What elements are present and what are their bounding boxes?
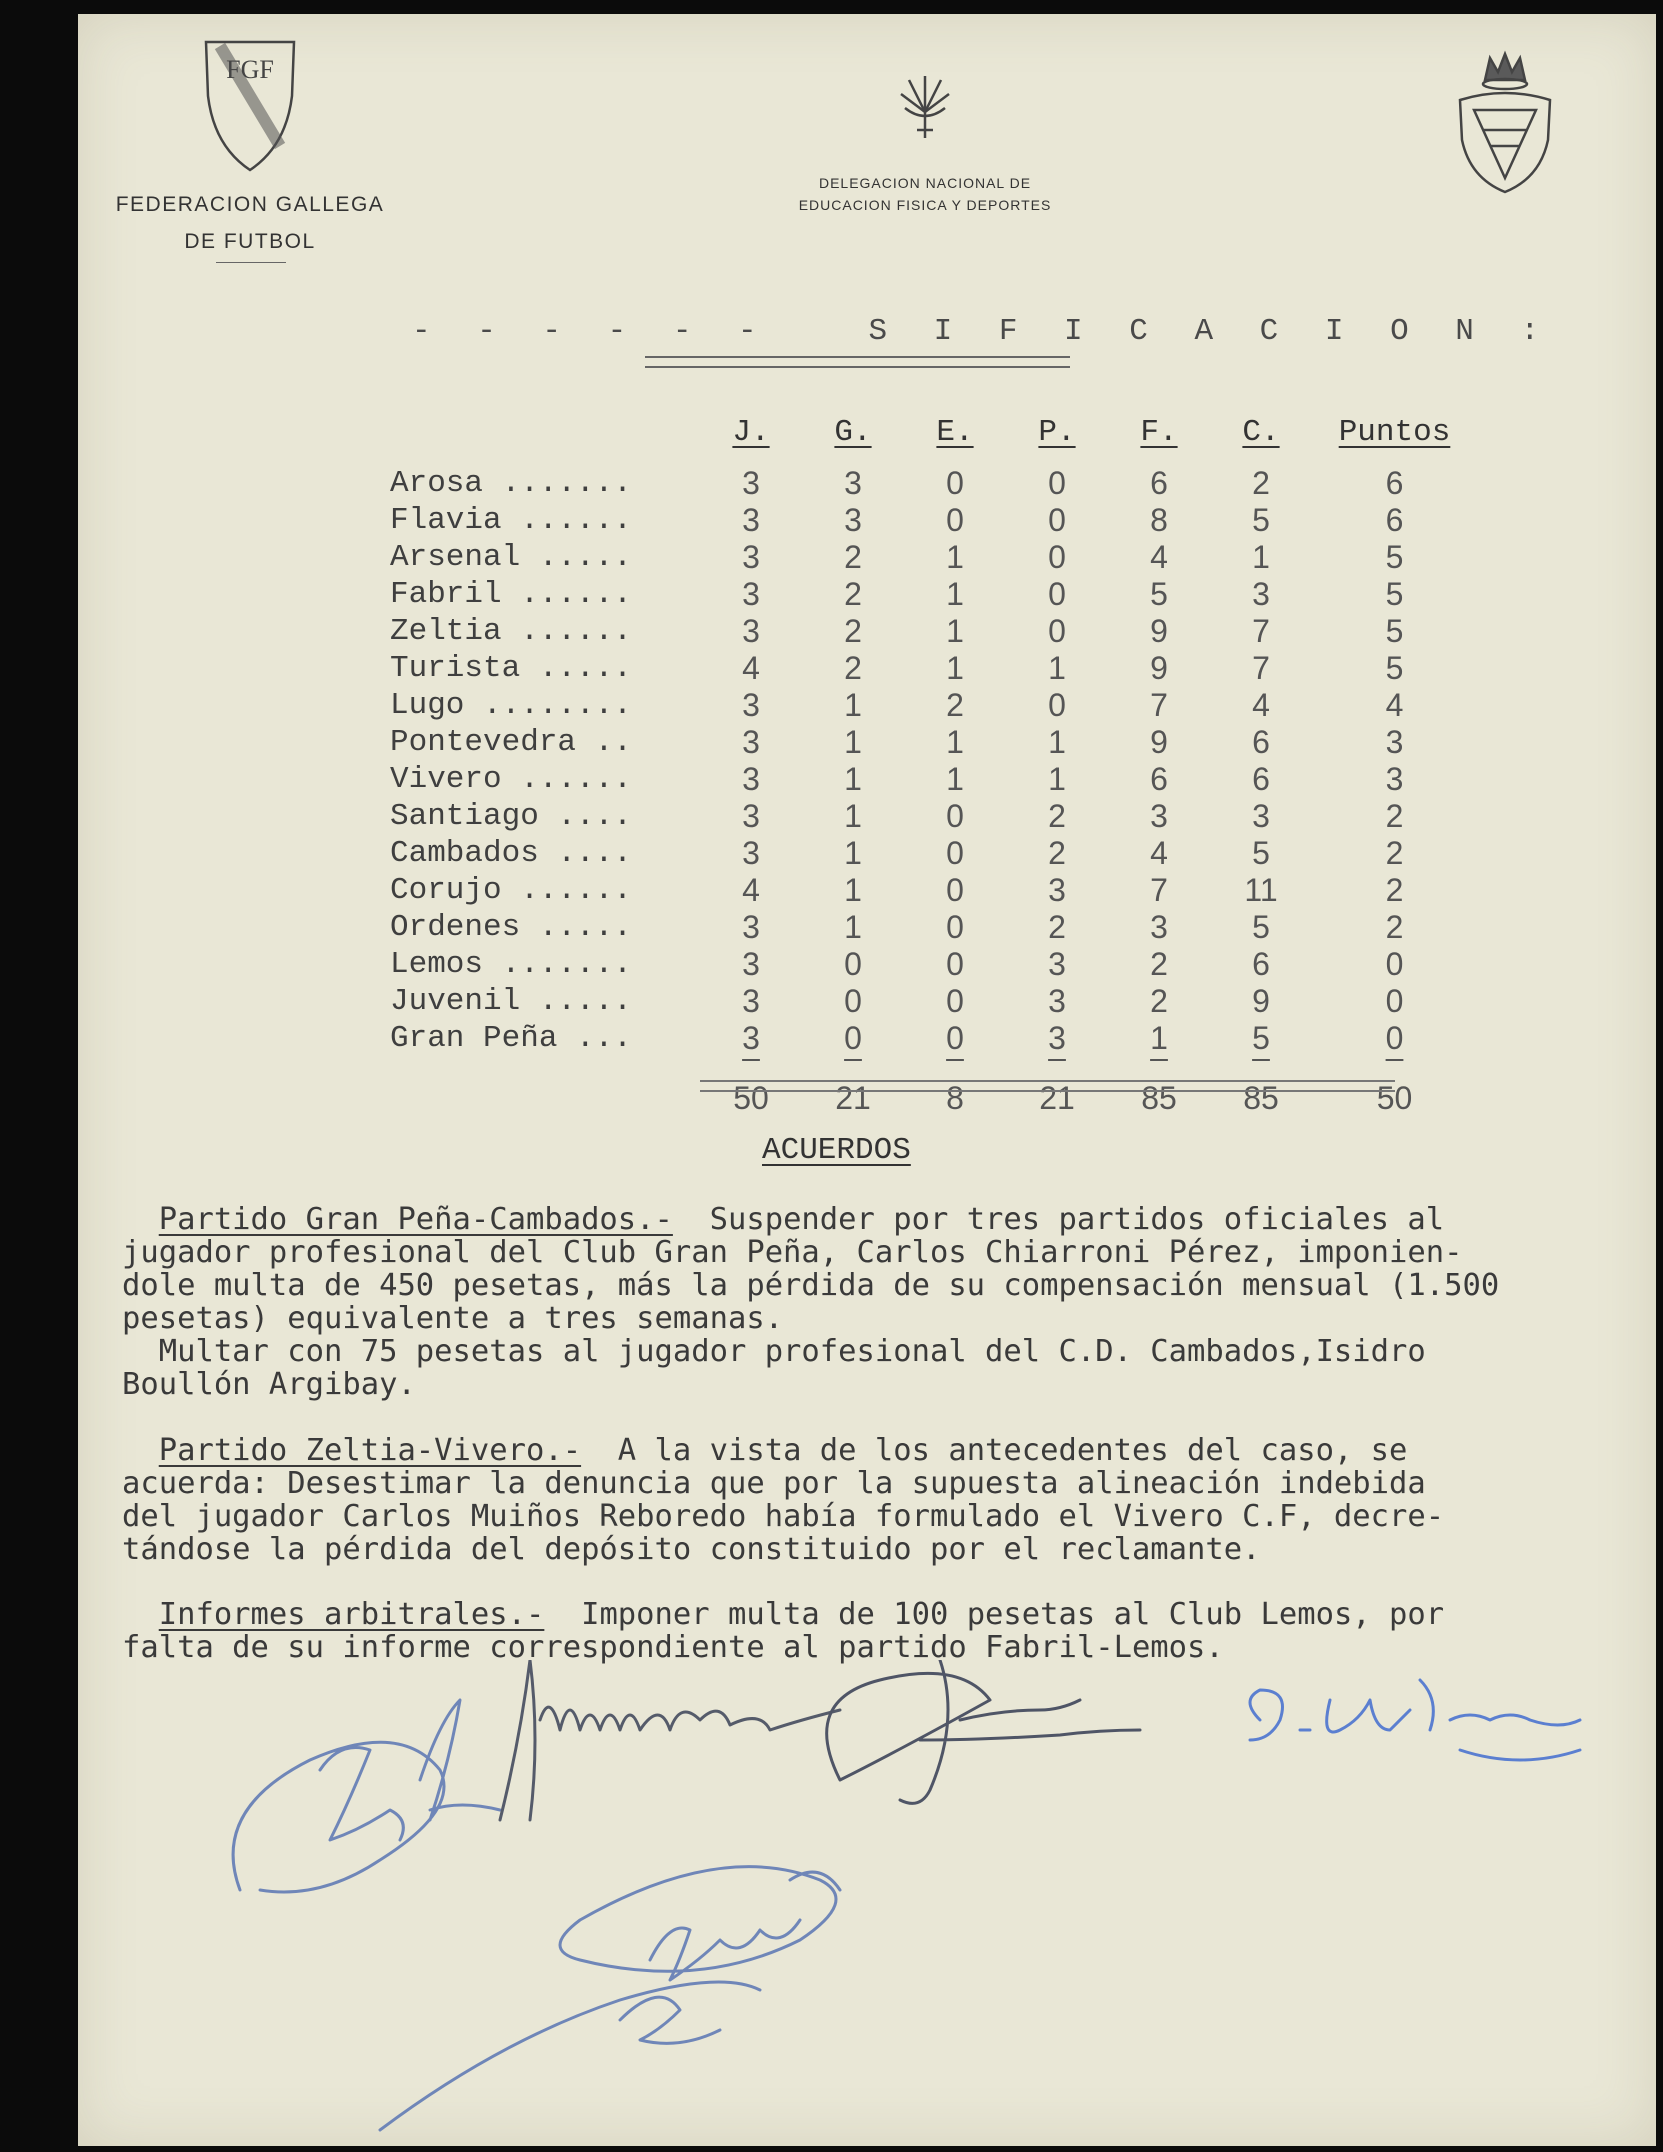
stat-cell: 2 bbox=[1252, 465, 1270, 501]
classification-heading: - - - - - - S I F I C A C I O N : bbox=[412, 314, 1554, 349]
agreement-zeltia-vivero: Partido Zeltia-Vivero.- A la vista de los antecedentes del caso, se acuerda: Desestimar la denuncia que por la supuesta alineación indebida del jugador Carlos Muiños Reboredo había formulado el Vivero C.F, decre- tándose la pérdida del depósito constituido por el reclamante. bbox=[122, 1433, 1445, 1567]
agreement-heading: Partido Zeltia-Vivero.- bbox=[158, 1433, 582, 1468]
stat-cell: 4 bbox=[742, 650, 760, 686]
team-name: Vivero ...... bbox=[390, 762, 632, 797]
stat-cell: 3 bbox=[844, 465, 862, 501]
stat-cell: 1 bbox=[844, 724, 862, 760]
total-cell: 21 bbox=[835, 1080, 871, 1116]
stat-cell: 8 bbox=[1150, 502, 1168, 538]
stat-cell: 1 bbox=[844, 798, 862, 834]
team-name: Cambados .... bbox=[390, 836, 632, 871]
heading-double-rule bbox=[645, 356, 1070, 368]
margin-mark bbox=[40, 1745, 58, 1753]
total-cell: 8 bbox=[946, 1080, 964, 1116]
stat-cell: 0 bbox=[1048, 465, 1066, 501]
stat-cell: 0 bbox=[1385, 1020, 1404, 1056]
stat-cell: 3 bbox=[742, 539, 760, 575]
margin-mark bbox=[40, 925, 58, 933]
acuerdos-title: ACUERDOS bbox=[762, 1133, 911, 1168]
stat-cell: 1 bbox=[844, 872, 862, 908]
stat-cell: 0 bbox=[1048, 613, 1066, 649]
stat-cell: 0 bbox=[1048, 539, 1066, 575]
stat-cell: 3 bbox=[742, 946, 760, 982]
stat-cell: 9 bbox=[1252, 983, 1270, 1019]
column-header-goals-against: C. bbox=[1242, 415, 1280, 450]
federation-divider bbox=[216, 262, 286, 263]
column-header-goals-for: F. bbox=[1140, 415, 1178, 450]
team-name: Gran Peña ... bbox=[390, 1021, 632, 1056]
standings-row bbox=[390, 613, 1477, 650]
crowned-crest-logo bbox=[1450, 50, 1560, 200]
signature-4 bbox=[1250, 1680, 1580, 1740]
signature-2 bbox=[500, 1660, 840, 1820]
team-name: Fabril ...... bbox=[390, 577, 632, 612]
team-name: Turista ..... bbox=[390, 651, 632, 686]
stat-cell: 0 bbox=[844, 983, 862, 1019]
stat-cell: 11 bbox=[1244, 872, 1278, 908]
team-name: Ordenes ..... bbox=[390, 910, 632, 945]
agreement-gran-pena-cambados: Partido Gran Peña-Cambados.- Suspender por tres partidos oficiales al jugador profesional del Club Gran Peña, Carlos Chiarroni Pérez, imponien- dole multa de 450 pesetas, más la pérdida de su compensación mensual (1.500 pesetas) equivalente a tres semanas. Multar con 75 pesetas al jugador profesional del C.D. Cambados,Isidro Boullón Argibay. bbox=[122, 1202, 1500, 1402]
stat-cell: 0 bbox=[844, 1020, 862, 1056]
stat-cell: 5 bbox=[1385, 539, 1404, 575]
stat-cell: 3 bbox=[742, 1020, 760, 1056]
federation-shield-logo bbox=[200, 36, 300, 176]
stat-cell: 3 bbox=[1385, 724, 1404, 760]
stat-cell: 5 bbox=[1385, 576, 1404, 612]
standings-row bbox=[390, 539, 1477, 576]
stat-cell: 3 bbox=[1048, 983, 1066, 1019]
stat-cell: 7 bbox=[1252, 650, 1270, 686]
signature-1 bbox=[233, 1700, 500, 1892]
margin-mark bbox=[40, 500, 58, 508]
standings-row bbox=[390, 724, 1477, 761]
stat-cell: 7 bbox=[1252, 613, 1270, 649]
team-name: Zeltia ...... bbox=[390, 614, 632, 649]
delegation-name bbox=[770, 172, 1080, 216]
team-name: Flavia ...... bbox=[390, 503, 632, 538]
stat-cell: 2 bbox=[946, 687, 964, 723]
stat-cell: 0 bbox=[946, 502, 964, 538]
stat-cell: 6 bbox=[1385, 502, 1404, 538]
standings-row bbox=[390, 835, 1477, 872]
stat-cell: 1 bbox=[946, 724, 964, 760]
stat-cell: 0 bbox=[946, 909, 964, 945]
stat-cell: 1 bbox=[946, 761, 964, 797]
team-column-header bbox=[390, 415, 700, 465]
stat-cell: 9 bbox=[1150, 613, 1168, 649]
stat-cell: 3 bbox=[1252, 798, 1270, 834]
stat-cell: 1 bbox=[1150, 1020, 1168, 1056]
stat-cell: 9 bbox=[1150, 724, 1168, 760]
stat-cell: 1 bbox=[844, 835, 862, 871]
stat-cell: 1 bbox=[1048, 724, 1066, 760]
standings-row bbox=[390, 946, 1477, 983]
stat-cell: 0 bbox=[946, 835, 964, 871]
standings-row bbox=[390, 650, 1477, 687]
stat-cell: 6 bbox=[1252, 724, 1270, 760]
stat-cell: 3 bbox=[742, 613, 760, 649]
stat-cell: 6 bbox=[1150, 465, 1168, 501]
stat-cell: 1 bbox=[1252, 539, 1270, 575]
stat-cell: 3 bbox=[1048, 1020, 1066, 1056]
stat-cell: 2 bbox=[844, 613, 862, 649]
stat-cell: 3 bbox=[742, 576, 760, 612]
stat-cell: 7 bbox=[1150, 687, 1168, 723]
stat-cell: 0 bbox=[946, 798, 964, 834]
team-name: Santiago .... bbox=[390, 799, 632, 834]
stat-cell: 0 bbox=[946, 946, 964, 982]
stat-cell: 3 bbox=[742, 798, 760, 834]
stat-cell: 1 bbox=[844, 687, 862, 723]
stat-cell: 6 bbox=[1252, 761, 1270, 797]
stat-cell: 3 bbox=[742, 835, 760, 871]
standings-row bbox=[390, 909, 1477, 946]
stat-cell: 0 bbox=[946, 872, 964, 908]
stat-cell: 1 bbox=[946, 576, 964, 612]
stat-cell: 4 bbox=[742, 872, 760, 908]
delegation-line1: DELEGACION NACIONAL DE bbox=[818, 175, 1032, 191]
federation-name bbox=[100, 186, 400, 260]
stat-cell: 1 bbox=[844, 761, 862, 797]
stat-cell: 2 bbox=[844, 650, 862, 686]
stat-cell: 3 bbox=[1150, 798, 1168, 834]
standings-row bbox=[390, 502, 1477, 539]
team-name: Arosa ....... bbox=[390, 466, 632, 501]
agreement-heading: Partido Gran Peña-Cambados.- bbox=[158, 1202, 673, 1237]
team-name: Juvenil ..... bbox=[390, 984, 632, 1019]
stat-cell: 5 bbox=[1252, 1020, 1270, 1056]
stat-cell: 6 bbox=[1150, 761, 1168, 797]
stat-cell: 1 bbox=[946, 613, 964, 649]
standings-row bbox=[390, 687, 1477, 724]
stat-cell: 1 bbox=[1048, 761, 1066, 797]
stat-cell: 7 bbox=[1150, 872, 1168, 908]
stat-cell: 5 bbox=[1385, 650, 1404, 686]
total-cell: 50 bbox=[733, 1080, 769, 1116]
standings-row bbox=[390, 465, 1477, 502]
stat-cell: 0 bbox=[946, 1020, 964, 1056]
stat-cell: 5 bbox=[1385, 613, 1404, 649]
totals-label-cell bbox=[390, 1057, 700, 1117]
column-header-drawn: E. bbox=[936, 415, 974, 450]
signature-3 bbox=[827, 1660, 1140, 1803]
team-name: Pontevedra .. bbox=[390, 725, 632, 760]
stat-cell: 3 bbox=[1385, 761, 1404, 797]
stat-cell: 0 bbox=[844, 946, 862, 982]
stat-cell: 3 bbox=[742, 502, 760, 538]
stat-cell: 2 bbox=[1150, 983, 1168, 1019]
stat-cell: 2 bbox=[1048, 798, 1066, 834]
federation-name-line2: DE FUTBOL bbox=[184, 230, 316, 253]
standings-table bbox=[390, 415, 1477, 1117]
stat-cell: 2 bbox=[1385, 798, 1404, 834]
stat-cell: 3 bbox=[1048, 946, 1066, 982]
totals-double-rule bbox=[700, 1080, 1395, 1092]
column-header-played: J. bbox=[732, 415, 770, 450]
team-name: Lugo ........ bbox=[390, 688, 632, 723]
stat-cell: 2 bbox=[1385, 872, 1404, 908]
column-header-won: G. bbox=[834, 415, 872, 450]
stat-cell: 2 bbox=[1385, 909, 1404, 945]
stat-cell: 0 bbox=[1048, 502, 1066, 538]
agreement-heading: Informes arbitrales.- bbox=[158, 1597, 545, 1632]
stat-cell: 1 bbox=[1048, 650, 1066, 686]
stat-cell: 0 bbox=[1385, 946, 1404, 982]
stat-cell: 3 bbox=[742, 465, 760, 501]
total-cell: 85 bbox=[1141, 1080, 1177, 1116]
stat-cell: 4 bbox=[1252, 687, 1270, 723]
team-name: Corujo ...... bbox=[390, 873, 632, 908]
federation-logo-text: FGF bbox=[226, 55, 274, 84]
stat-cell: 3 bbox=[742, 724, 760, 760]
stat-cell: 9 bbox=[1150, 650, 1168, 686]
signature-5 bbox=[380, 1867, 840, 2130]
federation-name-line1: FEDERACION GALLEGA bbox=[115, 193, 385, 216]
stat-cell: 5 bbox=[1252, 835, 1270, 871]
total-cell: 50 bbox=[1376, 1080, 1413, 1116]
column-header-lost: P. bbox=[1038, 415, 1076, 450]
stat-cell: 2 bbox=[1150, 946, 1168, 982]
stat-cell: 6 bbox=[1252, 946, 1270, 982]
column-header-points: Puntos bbox=[1338, 415, 1451, 450]
margin-mark bbox=[40, 196, 58, 204]
stat-cell: 3 bbox=[1048, 872, 1066, 908]
standings-row bbox=[390, 576, 1477, 613]
stat-cell: 1 bbox=[946, 539, 964, 575]
stat-cell: 2 bbox=[844, 576, 862, 612]
standings-row bbox=[390, 983, 1477, 1020]
stat-cell: 2 bbox=[844, 539, 862, 575]
team-name: Arsenal ..... bbox=[390, 540, 632, 575]
stat-cell: 2 bbox=[1048, 835, 1066, 871]
standings-row bbox=[390, 872, 1477, 909]
stat-cell: 0 bbox=[946, 465, 964, 501]
stat-cell: 1 bbox=[844, 909, 862, 945]
agreement-informes-arbitrales: Informes arbitrales.- Imponer multa de 100 pesetas al Club Lemos, por falta de su informe correspondiente al partido Fabril-Lemos. bbox=[122, 1597, 1445, 1665]
stat-cell: 2 bbox=[1048, 909, 1066, 945]
stat-cell: 0 bbox=[1048, 687, 1066, 723]
stat-cell: 3 bbox=[844, 502, 862, 538]
stat-cell: 2 bbox=[1385, 835, 1404, 871]
standings-row bbox=[390, 1020, 1477, 1057]
signatures-area bbox=[200, 1660, 1620, 2140]
stat-cell: 5 bbox=[1252, 909, 1270, 945]
stat-cell: 3 bbox=[1252, 576, 1270, 612]
stat-cell: 3 bbox=[742, 983, 760, 1019]
stat-cell: 0 bbox=[1048, 576, 1066, 612]
yoke-arrows-emblem bbox=[895, 72, 955, 142]
standings-row bbox=[390, 798, 1477, 835]
standings-header-row bbox=[390, 415, 1477, 465]
stat-cell: 5 bbox=[1150, 576, 1168, 612]
stat-cell: 3 bbox=[742, 687, 760, 723]
stat-cell: 5 bbox=[1252, 502, 1270, 538]
stat-cell: 4 bbox=[1150, 835, 1168, 871]
delegation-line2: EDUCACION FISICA Y DEPORTES bbox=[798, 197, 1052, 213]
stat-cell: 1 bbox=[946, 650, 964, 686]
stat-cell: 6 bbox=[1385, 465, 1404, 501]
standings-row bbox=[390, 761, 1477, 798]
stat-cell: 0 bbox=[1385, 983, 1404, 1019]
stat-cell: 4 bbox=[1150, 539, 1168, 575]
stat-cell: 3 bbox=[742, 761, 760, 797]
stat-cell: 3 bbox=[742, 909, 760, 945]
total-cell: 85 bbox=[1243, 1080, 1279, 1116]
stat-cell: 3 bbox=[1150, 909, 1168, 945]
stat-cell: 4 bbox=[1385, 687, 1404, 723]
team-name: Lemos ....... bbox=[390, 947, 632, 982]
stat-cell: 0 bbox=[946, 983, 964, 1019]
total-cell: 21 bbox=[1039, 1080, 1075, 1116]
